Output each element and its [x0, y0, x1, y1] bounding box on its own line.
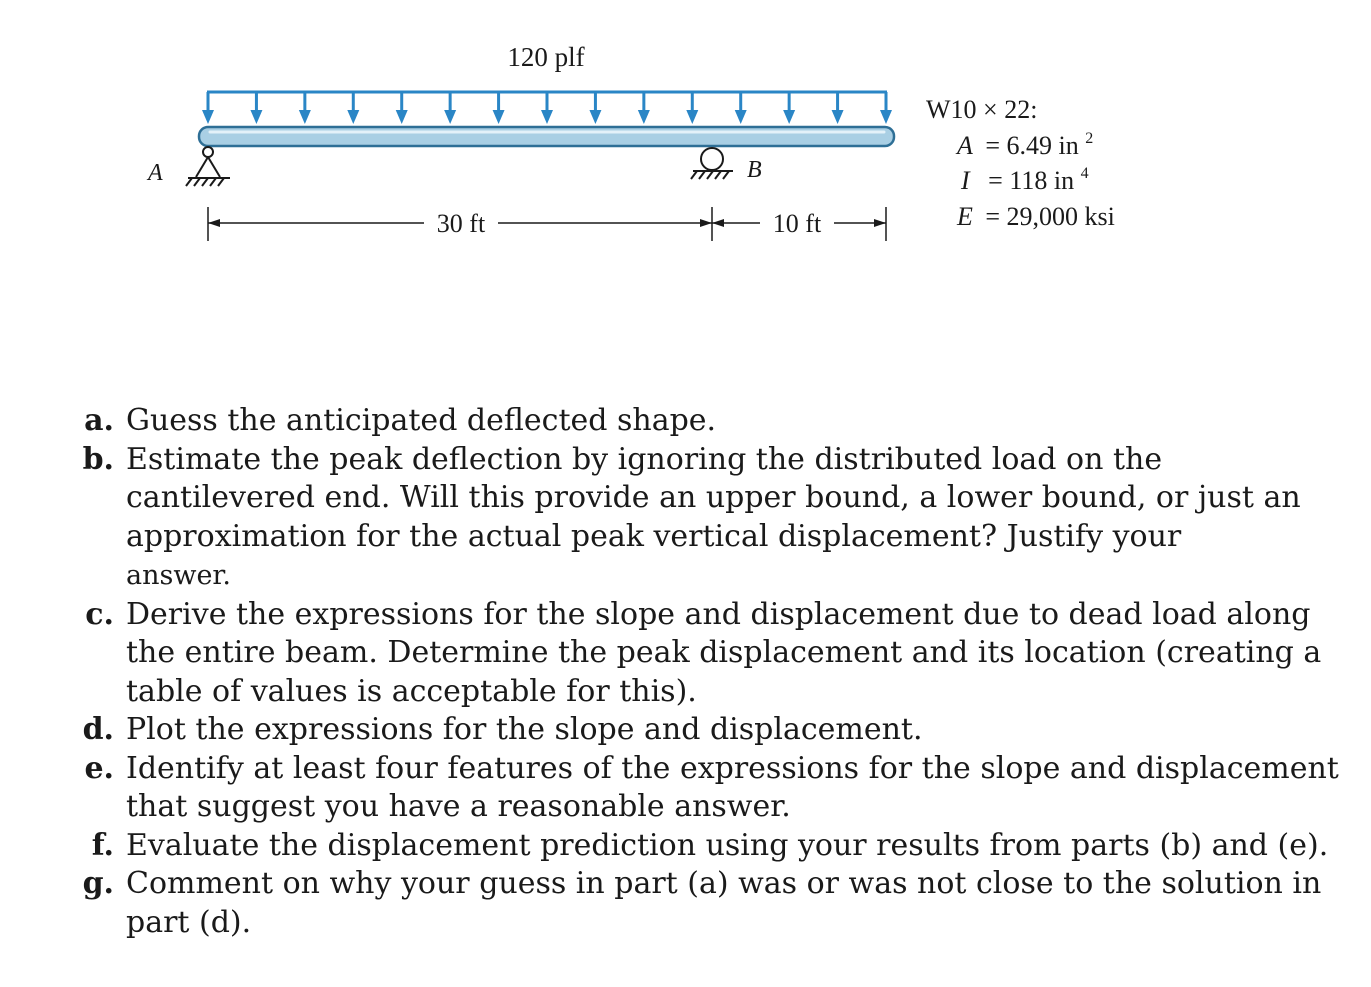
beam-diagram: [0, 0, 1371, 330]
load-arrow-head: [250, 110, 262, 124]
load-label: 120 plf: [507, 42, 585, 72]
question-label: d.: [82, 712, 114, 747]
question-text: Comment on why your guess in part (a) was or was not close to the solution in part (d).: [126, 866, 1322, 940]
load-arrow-head: [347, 110, 359, 124]
load-arrow-head: [686, 110, 698, 124]
area-symbol: A: [957, 131, 973, 160]
section-area: [955, 130, 1093, 160]
load-arrow-head: [444, 110, 456, 124]
section-title: W10 × 22:: [926, 95, 1038, 124]
question-text-wrap: [126, 441, 1350, 596]
load-arrow-head: [638, 110, 650, 124]
question-item: [60, 441, 1350, 596]
question-list: [60, 402, 1350, 942]
roller-support-b: [691, 148, 733, 179]
load-arrow-head: [202, 110, 214, 124]
question-item: [60, 865, 1350, 942]
question-item: [60, 750, 1350, 827]
question-item: [60, 711, 1350, 750]
question-label: f.: [91, 827, 114, 863]
span-overhang-label: 10 ft: [772, 209, 822, 238]
area-value: = 6.49 in: [985, 131, 1079, 160]
load-arrow-head: [541, 110, 553, 124]
inertia-exponent: 4: [1080, 165, 1089, 182]
question-label: g.: [82, 866, 114, 901]
load-arrow-head: [880, 110, 892, 124]
span-main-label: 30 ft: [436, 209, 486, 238]
question-label: e.: [84, 750, 114, 786]
modulus-value: = 29,000 ksi: [985, 202, 1115, 231]
load-arrow-head: [299, 110, 311, 124]
pin-support-a: [186, 147, 230, 186]
support-a-label: A: [148, 160, 163, 186]
load-arrow-head: [832, 110, 844, 124]
question-text: Identify at least four features of the expressions for the slope and displacement that suggest you have a reasonable answer.: [126, 750, 1339, 824]
support-b-label: B: [747, 157, 762, 183]
question-text: Derive the expressions for the slope and displacement due to dead load along the entire beam. Determine the peak displacement and its location (creating a table of values is acceptable for this).: [126, 596, 1322, 709]
load-arrow-head: [589, 110, 601, 124]
question-text: Evaluate the displacement prediction using your results from parts (b) and (e).: [126, 827, 1329, 863]
load-arrow-head: [783, 110, 795, 124]
question-text: Estimate the peak deflection by ignoring the distributed load on the cantilevered end. Will this provide an upper bound, a lower bound, or just an approximation for the actual peak vertical displacement? Justify your: [126, 441, 1301, 554]
question-label: a.: [84, 403, 114, 438]
question-label: c.: [85, 596, 114, 632]
modulus-symbol: E: [957, 202, 973, 231]
inertia-value: = 118 in: [988, 166, 1075, 195]
question-text: Plot the expressions for the slope and displacement.: [126, 712, 923, 747]
question-item: [60, 402, 1350, 441]
question-label: b.: [82, 441, 114, 477]
question-item: [60, 596, 1350, 712]
load-arrow-head: [735, 110, 747, 124]
load-arrow-head: [396, 110, 408, 124]
beam: [199, 127, 894, 146]
question-item: [60, 827, 1350, 866]
question-text-tail: answer.: [126, 560, 231, 591]
section-modulus: [956, 202, 1115, 231]
load-arrow-head: [493, 110, 505, 124]
inertia-symbol: I: [961, 166, 970, 195]
load-arrows: [202, 92, 892, 124]
section-inertia: [960, 165, 1089, 195]
question-text: Guess the anticipated deflected shape.: [126, 403, 717, 438]
area-exponent: 2: [1085, 130, 1094, 147]
